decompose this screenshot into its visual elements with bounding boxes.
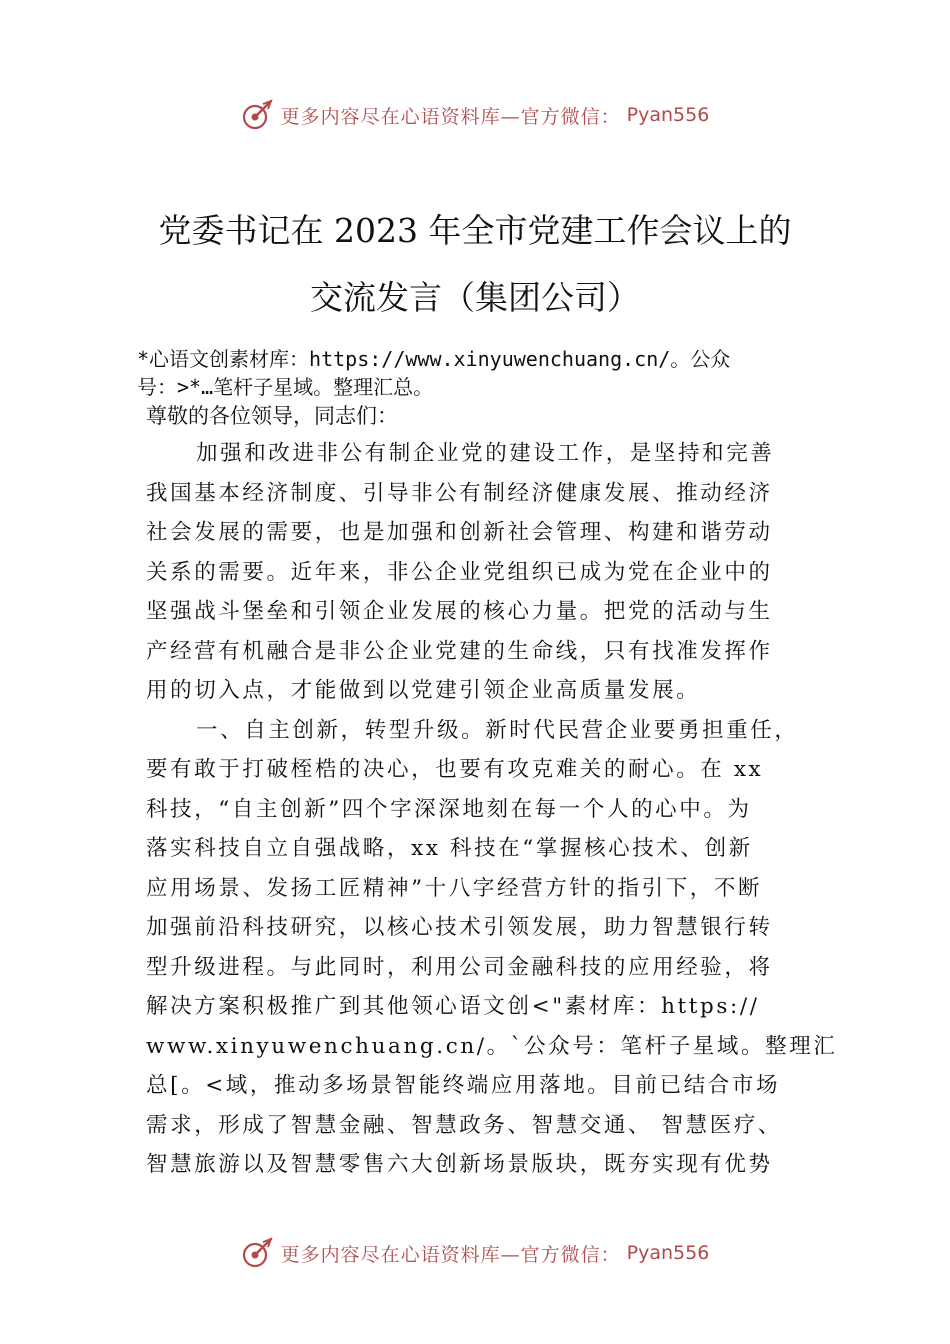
body-line: 一、自主创新，转型升级。新时代民营企业要勇担重任， bbox=[196, 718, 799, 743]
banner-wechat-id: Pyan556 bbox=[626, 104, 710, 126]
body-line: 智慧旅游以及智慧零售六大创新场景版块，既夯实现有优势 bbox=[146, 1152, 773, 1177]
footer-banner bbox=[0, 1233, 950, 1273]
body-line: 我国基本经济制度、引导非公有制经济健康发展、推动经济 bbox=[146, 481, 773, 506]
document-title-line-2: 交流发言（集团公司） bbox=[310, 278, 640, 317]
body-line: 科技，“自主创新”四个字深深地刻在每一个人的心中。为 bbox=[146, 797, 752, 822]
quill-seal-logo-icon bbox=[241, 98, 275, 132]
body-line: 社会发展的需要，也是加强和创新社会管理、构建和谐劳动 bbox=[146, 520, 773, 545]
source-note-line-1: *心语文创素材库：https://www.xinyuwenchuang.cn/。公众 bbox=[137, 347, 731, 371]
body-line: 产经营有机融合是非公企业党建的生命线，只有找准发挥作 bbox=[146, 639, 773, 664]
body-line: 型升级进程。与此同时，利用公司金融科技的应用经验，将 bbox=[146, 955, 773, 980]
banner-text: 更多内容尽在心语资料库—官方微信： bbox=[280, 105, 621, 128]
body-line: 加强和改进非公有制企业党的建设工作，是坚持和完善 bbox=[196, 441, 775, 466]
body-line: www.xinyuwenchuang.cn/。`公众号：笔杆子星域。整理汇 bbox=[146, 1034, 838, 1059]
body-line: 总[。<域，推动多场景智能终端应用落地。目前已结合市场 bbox=[146, 1073, 781, 1098]
body-line: 落实科技自立自强战略，xx 科技在“掌握核心技术、创新 bbox=[146, 836, 753, 861]
body-line: 要有敢于打破桎梏的决心，也要有攻克难关的耐心。在 xx bbox=[146, 757, 764, 782]
header-banner bbox=[0, 95, 950, 135]
banner-wechat-id: Pyan556 bbox=[626, 1242, 710, 1264]
banner-text: 更多内容尽在心语资料库—官方微信： bbox=[280, 1243, 621, 1266]
document-title-line-1: 党委书记在 2023 年全市党建工作会议上的 bbox=[158, 211, 792, 250]
body-line: 应用场景、发扬工匠精神”十八字经营方针的指引下，不断 bbox=[146, 876, 763, 901]
source-note-line-2: 号：>*…笔杆子星域。整理汇总。 bbox=[137, 375, 434, 399]
body-line: 用的切入点，才能做到以党建引领企业高质量发展。 bbox=[146, 678, 701, 703]
body-line: 需求，形成了智慧金融、智慧政务、智慧交通、 智慧医疗、 bbox=[146, 1113, 783, 1138]
body-line: 关系的需要。近年来，非公企业党组织已成为党在企业中的 bbox=[146, 560, 773, 585]
quill-seal-logo-icon bbox=[241, 1236, 275, 1270]
body-line: 解决方案积极推广到其他领心语文创<"素材库：https:// bbox=[146, 994, 760, 1019]
greeting: 尊敬的各位领导，同志们： bbox=[146, 404, 398, 428]
body-line: 坚强战斗堡垒和引领企业发展的核心力量。把党的活动与生 bbox=[146, 599, 773, 624]
body-line: 加强前沿科技研究，以核心技术引领发展，助力智慧银行转 bbox=[146, 915, 773, 940]
